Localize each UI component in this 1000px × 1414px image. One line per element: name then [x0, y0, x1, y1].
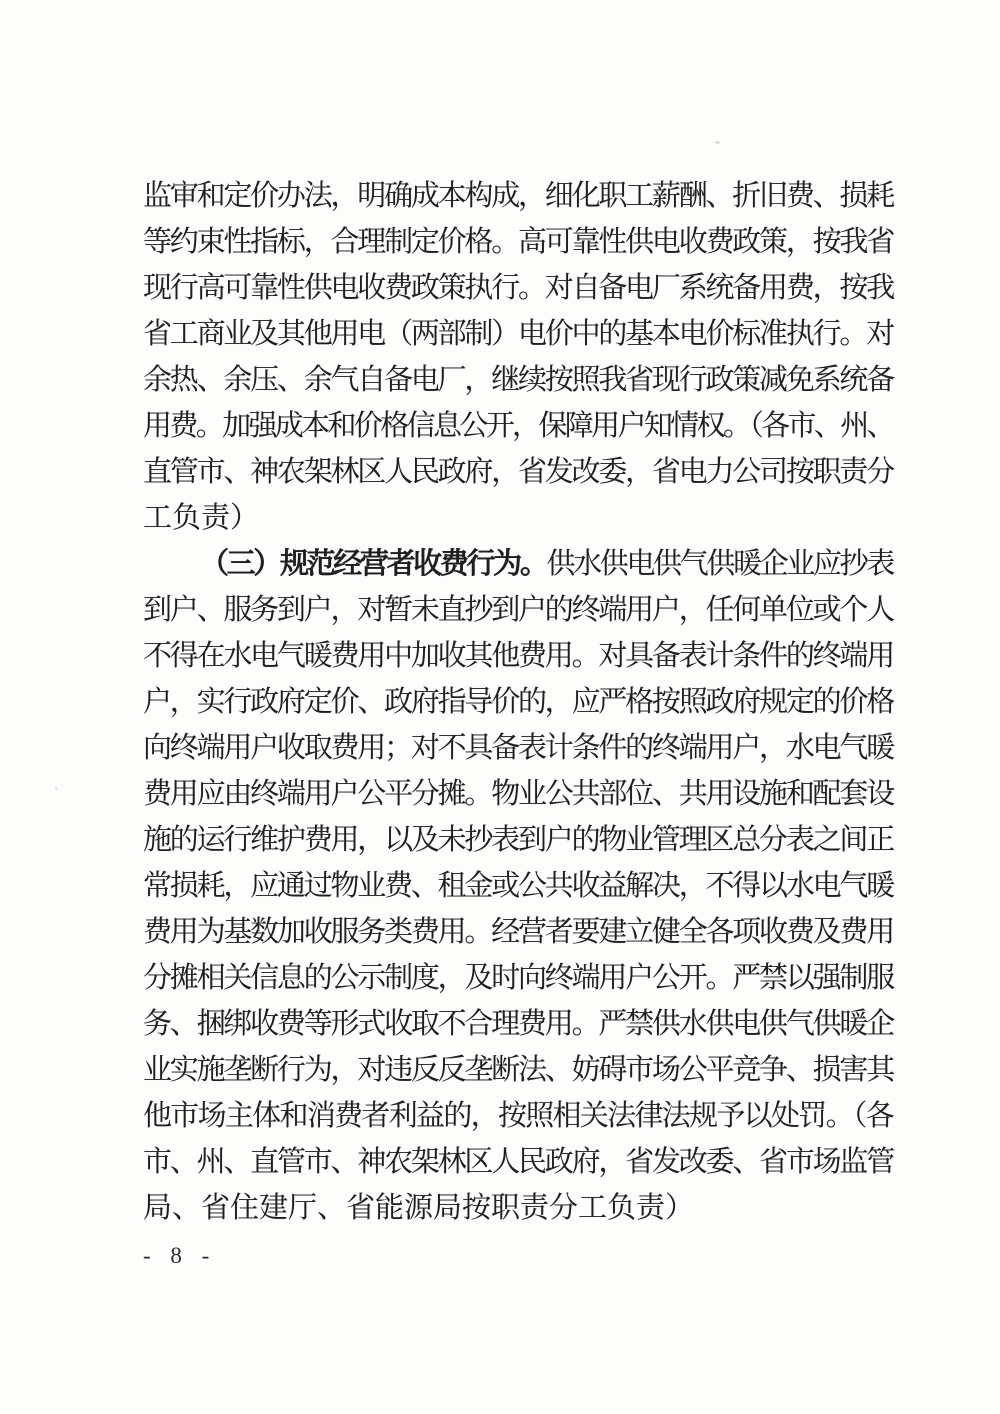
text-line-content: 常损耗，应通过物业费、租金或公共收益解决，不得以水电气暖 [143, 870, 893, 902]
text-line [143, 1093, 893, 1139]
text-line-paragraph-end [143, 1185, 893, 1231]
body-text [143, 173, 893, 1231]
scan-speck [715, 141, 720, 144]
text-line-content: 监审和定价办法，明确成本构成，细化职工薪酬、折旧费、损耗 [143, 180, 893, 212]
text-line-paragraph-end [143, 495, 893, 541]
text-line-content: 费用为基数加收服务类费用。经营者要建立健全各项收费及费用 [143, 916, 893, 948]
text-line [143, 817, 893, 863]
text-line-content: 市、州、直管市、神农架林区人民政府，省发改委、省市场监管 [143, 1146, 893, 1178]
text-line-content: 工负责） [143, 502, 260, 534]
text-line [143, 679, 893, 725]
text-line-content: 余热、余压、余气自备电厂，继续按照我省现行政策减免系统备 [143, 364, 893, 396]
text-line-content: 直管市、神农架林区人民政府，省发改委，省电力公司按职责分 [143, 456, 893, 488]
text-line [143, 909, 893, 955]
text-line [143, 771, 893, 817]
text-run: 供水供电供气供暖企业应抄表 [546, 548, 893, 580]
paragraph [143, 541, 893, 1231]
text-line [143, 1139, 893, 1185]
text-line [143, 173, 893, 219]
text-line [143, 955, 893, 1001]
text-line-content: 等约束性指标，合理制定价格。高可靠性供电收费政策，按我省 [143, 226, 893, 258]
text-line-content: 到户、服务到户，对暂未直抄到户的终端用户，任何单位或个人 [143, 594, 893, 626]
text-line [143, 1047, 893, 1093]
scan-speck [55, 787, 58, 790]
text-line [143, 357, 893, 403]
page-number: - 8 - [143, 1243, 217, 1268]
text-line-content: 向终端用户收取费用；对不具备表计条件的终端用户，水电气暖 [143, 732, 893, 764]
text-line-content: 分摊相关信息的公示制度，及时向终端用户公开。严禁以强制服 [143, 962, 893, 994]
text-line [143, 541, 893, 587]
text-line [143, 1001, 893, 1047]
text-line [143, 725, 893, 771]
text-line [143, 219, 893, 265]
text-line-content: 户，实行政府定价、政府指导价的，应严格按照政府规定的价格 [143, 686, 893, 718]
text-line [143, 265, 893, 311]
text-line [143, 449, 893, 495]
text-line-content: 务、捆绑收费等形式收取不合理费用。严禁供水供电供气供暖企 [143, 1008, 893, 1040]
text-line-content: 施的运行维护费用，以及未抄表到户的物业管理区总分表之间正 [143, 824, 893, 856]
section-heading-item-3: （三）规范经营者收费行为。 [200, 548, 547, 580]
text-line [143, 587, 893, 633]
text-line-content: 现行高可靠性供电收费政策执行。对自备电厂系统备用费，按我 [143, 272, 893, 304]
text-line-content: 费用应由终端用户公平分摊。物业公共部位、共用设施和配套设 [143, 778, 893, 810]
text-line-content [200, 541, 893, 587]
text-line [143, 633, 893, 679]
text-line-content: 用费。加强成本和价格信息公开，保障用户知情权。（各市、州、 [143, 410, 893, 442]
text-line-content: 局、省住建厅、省能源局按职责分工负责） [143, 1192, 695, 1224]
text-line-content: 业实施垄断行为，对违反反垄断法、妨碍市场公平竞争、损害其 [143, 1054, 893, 1086]
paragraph [143, 173, 893, 541]
text-line [143, 403, 893, 449]
text-line [143, 311, 893, 357]
text-line-content: 省工商业及其他用电（两部制）电价中的基本电价标准执行。对 [143, 318, 893, 350]
text-line-content: 他市场主体和消费者利益的，按照相关法律法规予以处罚。（各 [143, 1100, 893, 1132]
text-line-content: 不得在水电气暖费用中加收其他费用。对具备表计条件的终端用 [143, 640, 893, 672]
text-line [143, 863, 893, 909]
